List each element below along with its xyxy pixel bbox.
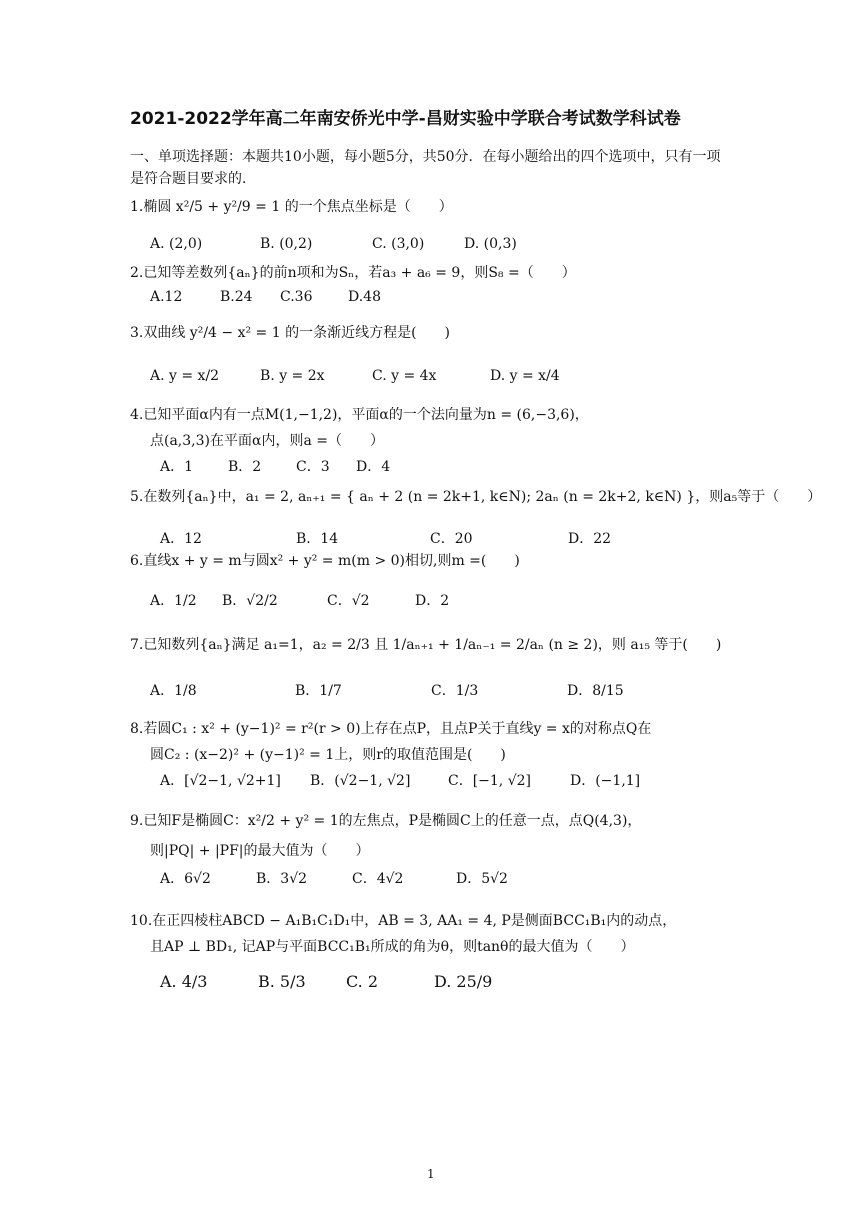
option-b: B．1/7	[295, 683, 342, 699]
question-8-stem: 8.若圆C₁ : x² + (y−1)² = r²(r > 0)上存在点P，且点P关于直线y = x的对称点Q在	[130, 721, 652, 737]
option-c: C．3	[296, 459, 330, 475]
option-c: C. y = 4x	[372, 368, 437, 384]
option-a: A．12	[160, 531, 202, 547]
option-b: B. y = 2x	[260, 368, 325, 384]
option-c: C. 2	[346, 972, 379, 991]
option-a: A. (2,0)	[150, 236, 203, 252]
exam-title: 2021-2022学年高二年南安侨光中学-昌财实验中学联合考试数学科试卷	[130, 109, 681, 129]
question-9-options	[160, 868, 508, 888]
option-d: D. (0,3)	[464, 236, 517, 252]
option-d: D．8/15	[567, 683, 624, 699]
question-6-stem: 6.直线x + y = m与圆x² + y² = m(m > 0)相切,则m =( )	[130, 553, 520, 569]
question-5-options	[160, 528, 611, 548]
option-a: A．6√2	[160, 871, 211, 887]
option-c: C．√2	[327, 593, 370, 609]
option-a: A．1/2	[150, 593, 197, 609]
option-d: D．(−1,1]	[570, 773, 641, 789]
question-1-options	[150, 236, 517, 252]
question-3-stem: 3.双曲线 y²/4 − x² = 1 的一条渐近线方程是( )	[130, 325, 451, 341]
question-8-options	[160, 770, 640, 790]
option-c: C．[−1, √2]	[448, 773, 532, 789]
question-8-stem-cont: 圆C₂ : (x−2)² + (y−1)² = 1上，则r的取值范围是( )	[150, 747, 506, 763]
option-d: D．2	[415, 593, 450, 609]
option-a: A.12	[150, 289, 183, 305]
question-4-stem: 4.已知平面α内有一点M(1,−1,2)，平面α的一个法向量为n = (6,−3,6)，	[130, 407, 589, 423]
option-b: B．(√2−1, √2]	[310, 773, 411, 789]
question-6-options	[150, 590, 449, 610]
option-c: C．20	[430, 531, 473, 547]
option-d: D．4	[356, 459, 391, 475]
option-a: A. y = x/2	[150, 368, 220, 384]
option-a: A．[√2−1, √2+1]	[160, 773, 281, 789]
question-4-options	[160, 456, 390, 476]
option-d: D. 25/9	[434, 972, 493, 991]
option-b: B．2	[228, 459, 262, 475]
question-9-stem: 9.已知F是椭圆C：x²/2 + y² = 1的左焦点，P是椭圆C上的任意一点，点Q(4,3)，	[130, 813, 642, 829]
option-a: A．1	[160, 459, 194, 475]
option-b: B.24	[220, 289, 253, 305]
question-10-stem: 10.在正四棱柱ABCD − A₁B₁C₁D₁中，AB = 3, AA₁ = 4, P是侧面BCC₁B₁内的动点，	[130, 913, 677, 929]
question-4-stem-cont: 点(a,3,3)在平面α内，则a =（ ）	[150, 433, 384, 449]
option-b: B．3√2	[256, 871, 308, 887]
option-c: C.36	[280, 289, 313, 305]
question-7-options	[150, 680, 624, 700]
question-2-stem: 2.已知等差数列{aₙ}的前n项和为Sₙ，若a₃ + a₆ = 9，则S₈ =（ ）	[130, 265, 576, 281]
option-d: D．5√2	[456, 871, 508, 887]
section-instructions: 一、单项选择题：本题共10小题，每小题5分，共50分．在每小题给出的四个选项中，只有一项是符合题目要求的．	[130, 149, 721, 187]
option-b: B．14	[296, 531, 339, 547]
option-c: C．1/3	[431, 683, 479, 699]
option-b: B．√2/2	[222, 593, 278, 609]
option-b: B. 5/3	[258, 972, 306, 991]
option-d: D.48	[348, 289, 381, 305]
question-9-stem-cont: 则|PQ| + |PF|的最大值为（ ）	[150, 843, 370, 859]
option-c: C. (3,0)	[372, 236, 425, 252]
question-3-options	[150, 368, 560, 384]
question-5-stem: 5.在数列{aₙ}中，a₁ = 2, aₙ₊₁ = { aₙ + 2 (n = 2k+1, k∈N); 2aₙ (n = 2k+2, k∈N) }，则a₅等于（ ）	[130, 489, 822, 505]
option-d: D．22	[568, 531, 612, 547]
option-a: A. 4/3	[160, 972, 208, 991]
question-10-options	[160, 972, 492, 991]
question-10-stem-cont: 且AP ⊥ BD₁, 记AP与平面BCC₁B₁所成的角为θ，则tanθ的最大值为（ ）	[150, 939, 635, 955]
option-d: D. y = x/4	[490, 368, 560, 384]
question-2-options	[150, 289, 381, 305]
page-number: 1	[427, 1167, 435, 1181]
option-b: B. (0,2)	[260, 236, 313, 252]
question-1-stem: 1.椭圆 x²/5 + y²/9 = 1 的一个焦点坐标是（ ）	[130, 199, 453, 215]
question-7-stem: 7.已知数列{aₙ}满足 a₁=1，a₂ = 2/3 且 1/aₙ₊₁ + 1/aₙ₋₁ = 2/aₙ (n ≥ 2)，则 a₁₅ 等于( )	[130, 637, 722, 653]
option-a: A．1/8	[150, 683, 197, 699]
option-c: C．4√2	[352, 871, 404, 887]
